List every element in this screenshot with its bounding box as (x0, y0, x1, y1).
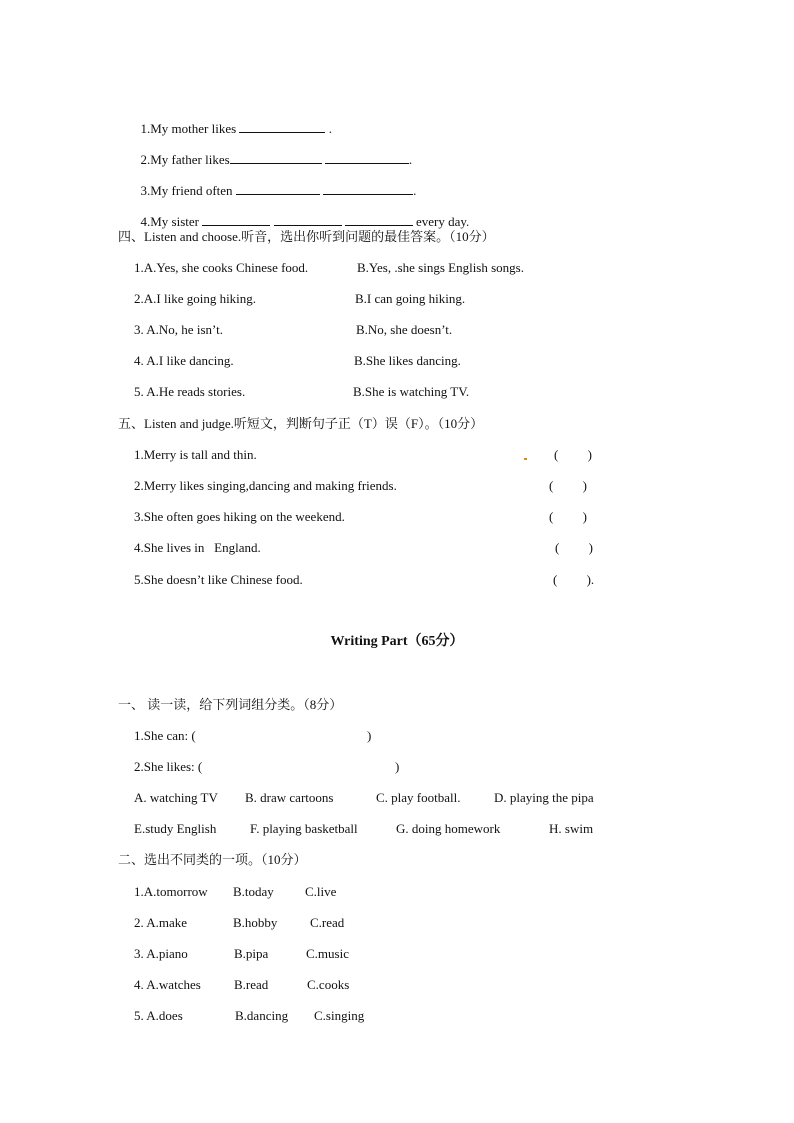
section4-heading: 四、Listen and choose.听音，选出你听到问题的最佳答案。（10分） (118, 229, 495, 244)
word-option: A. watching TV (134, 790, 218, 805)
w2-heading: 二、选出不同类的一项。（10分） (118, 852, 307, 867)
s4-option-a: 4. A.I like dancing. (134, 353, 234, 368)
word-option: D. playing the pipa (494, 790, 594, 805)
answer-blank[interactable] (345, 213, 413, 226)
s4-option-b: B.She is watching TV. (353, 384, 470, 399)
w1-q1-label: 1.She can: ( (134, 728, 196, 743)
fill-item-2 (134, 135, 412, 168)
w2-option-a: 2. A.make (134, 915, 188, 930)
w2-option-b: B.dancing (235, 1008, 289, 1023)
answer-paren[interactable]: ( ) (549, 478, 587, 493)
fill-item-4 (134, 197, 469, 230)
s4-option-a: 2.A.I like going hiking. (134, 291, 257, 306)
section5-heading: 五、Listen and judge.听短文，判断句子正（T）误（F）。（10分） (118, 416, 484, 431)
w1-heading: 一、 读一读，给下列词组分类。（8分） (118, 697, 343, 712)
w2-option-c: C.read (310, 915, 345, 930)
w2-option-b: B.pipa (234, 946, 269, 961)
s4-option-b: B.I can going hiking. (355, 291, 466, 306)
s5-statement: 1.Merry is tall and thin. (134, 447, 257, 462)
w2-option-a: 1.A.tomorrow (134, 884, 208, 899)
w2-option-a: 3. A.piano (134, 946, 188, 961)
s4-option-b: B.Yes, .she sings English songs. (357, 260, 524, 275)
orange-mark (524, 458, 527, 460)
w2-option-c: C.live (305, 884, 337, 899)
w2-option-a: 4. A.watches (134, 977, 201, 992)
writing-part-title: Writing Part（65分） (330, 634, 464, 649)
s5-statement: 4.She lives in England. (134, 540, 261, 555)
s4-option-a: 3. A.No, he isn’t. (134, 322, 223, 337)
fill-suffix: . (413, 183, 417, 198)
w2-option-b: B.read (234, 977, 269, 992)
answer-blank[interactable] (202, 213, 270, 226)
s4-option-b: B.She likes dancing. (354, 353, 461, 368)
fill-text: 3.My friend often (140, 183, 236, 198)
word-option: H. swim (549, 821, 594, 836)
fill-suffix: every day. (412, 214, 470, 229)
answer-blank[interactable] (236, 182, 320, 195)
word-option: B. draw cartoons (245, 790, 334, 805)
w2-option-b: B.hobby (233, 915, 278, 930)
fill-text: 2.My father likes (140, 152, 230, 167)
answer-paren[interactable]: ( ) (554, 447, 592, 462)
word-option: C. play football. (376, 790, 461, 805)
s5-statement: 5.She doesn’t like Chinese food. (134, 572, 303, 587)
fill-item-3 (134, 166, 416, 199)
word-option: G. doing homework (396, 821, 501, 836)
fill-text: 4.My sister (140, 214, 203, 229)
answer-paren[interactable]: ( ) (555, 540, 593, 555)
w2-option-c: C.singing (314, 1008, 365, 1023)
w2-option-a: 5. A.does (134, 1008, 183, 1023)
w1-q2-label: 2.She likes: ( (134, 759, 203, 774)
word-option: E.study English (134, 821, 217, 836)
answer-blank[interactable] (230, 151, 322, 164)
fill-item-1 (134, 104, 332, 137)
fill-text: 1.My mother likes (140, 121, 240, 136)
w2-option-c: C.music (306, 946, 349, 961)
w2-option-c: C.cooks (307, 977, 350, 992)
w1-q1-close: ) (367, 728, 372, 743)
fill-suffix: . (325, 121, 332, 136)
fill-suffix: . (408, 152, 413, 167)
answer-paren[interactable]: ( ). (553, 572, 595, 587)
w2-option-b: B.today (233, 884, 274, 899)
s4-option-a: 5. A.He reads stories. (134, 384, 246, 399)
s5-statement: 3.She often goes hiking on the weekend. (134, 509, 345, 524)
w1-q2-close: ) (395, 759, 400, 774)
s5-statement: 2.Merry likes singing,dancing and making friends. (134, 478, 397, 493)
answer-blank[interactable] (323, 182, 413, 195)
s4-option-a: 1.A.Yes, she cooks Chinese food. (134, 260, 309, 275)
s4-option-b: B.No, she doesn’t. (356, 322, 453, 337)
word-option: F. playing basketball (250, 821, 358, 836)
answer-blank[interactable] (274, 213, 342, 226)
answer-blank[interactable] (325, 151, 409, 164)
answer-blank[interactable] (239, 120, 325, 133)
answer-paren[interactable]: ( ) (549, 509, 587, 524)
